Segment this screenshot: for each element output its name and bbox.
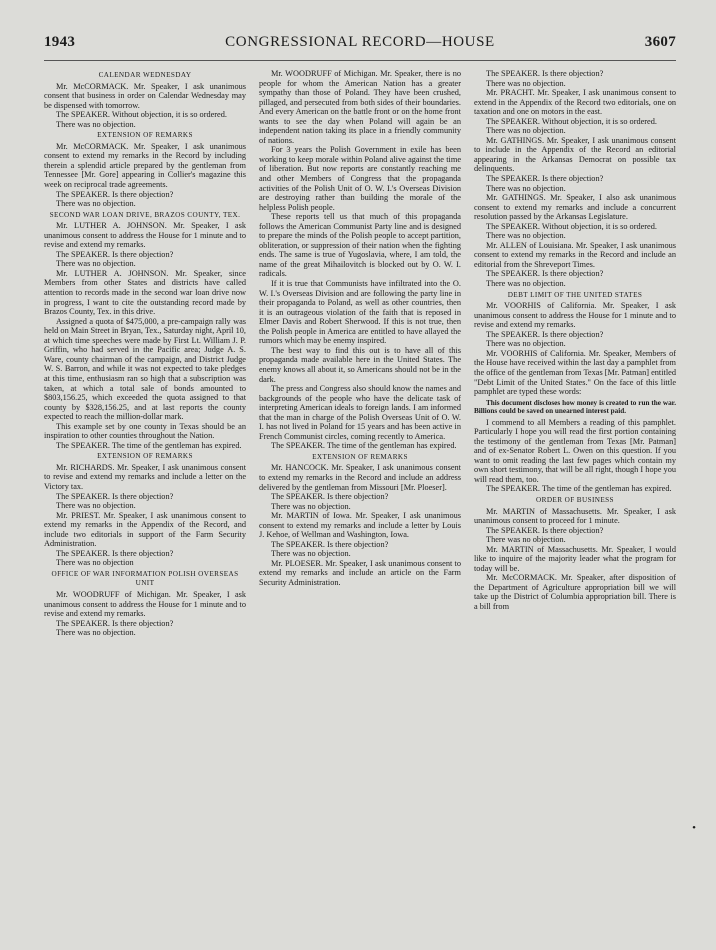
paragraph: The SPEAKER. Without objection, it is so ordered. — [56, 110, 227, 120]
paragraph: The SPEAKER. Is there objection? — [56, 189, 174, 199]
paragraph: There was no objection. — [486, 279, 566, 289]
paragraph: The SPEAKER. The time of the gentleman has expired. — [271, 441, 457, 451]
column-right — [474, 69, 676, 939]
paragraph: The SPEAKER. Without objection, it is so ordered. — [486, 116, 657, 126]
paragraph: Mr. PLOESER. Mr. Speaker, I ask unanimous consent to extend my remarks and include an article on the Farm Security Administration. — [259, 558, 461, 587]
paragraph: There was no objection. — [56, 628, 136, 638]
paragraph: The SPEAKER. Is there objection? — [486, 525, 604, 535]
paragraph: Mr. GATHINGS. Mr. Speaker, I also ask unanimous consent to extend my remarks and include a concurrent resolution passed by the Arkansas Legislature. — [474, 193, 676, 222]
header-year: 1943 — [44, 34, 76, 50]
paragraph: There was no objection — [56, 558, 134, 568]
paragraph: There was no objection. — [56, 119, 136, 129]
margin-mark: • — [692, 822, 696, 834]
paragraph: The SPEAKER. Is there objection? — [486, 174, 604, 184]
paragraph: There was no objection. — [486, 126, 566, 136]
quoted-note: This document discloses how money is created to run the war. Billions could be saved on unearned interest paid. — [474, 398, 676, 416]
paragraph: There was no objection. — [486, 535, 566, 545]
paragraph: There was no objection. — [486, 78, 566, 88]
paragraph: The SPEAKER. Is there objection? — [271, 539, 389, 549]
section-heading: ORDER OF BUSINESS — [536, 495, 614, 504]
paragraph: The best way to find this out is to have all of this propaganda made available here in the United States. The enemy knows all about it, so Americans should not be in the dark. — [259, 345, 461, 384]
paragraph: There was no objection. — [271, 549, 351, 559]
paragraph: The press and Congress also should know the names and backgrounds of the people who have the delicate task of interpreting American ideals to foreign lands. I am informed that the man in charge of the Polish Overseas Unit of O. W. I. has not lived in Poland for 15 years and has been active in French Communist circles, coming recently to America. — [259, 384, 461, 441]
paragraph: Mr. WOODRUFF of Michigan. Mr. Speaker, there is no people for whom the American Nation has a greater sympathy than those of Poland. They have been crushed, pillaged, and persecuted from both sides of their boundaries. And every American on the battle front or on the home front wants to see the day when Poland will again be an independent nation taking its place in a friendly community of nations. — [259, 69, 461, 145]
paragraph: The SPEAKER. The time of the gentleman has expired. — [56, 440, 242, 450]
paragraph: Mr. PRACHT. Mr. Speaker, I ask unanimous consent to extend in the Appendix of the Record two editorials, one on taxation and one on motors in the east. — [474, 88, 676, 117]
paragraph: The SPEAKER. Is there objection? — [56, 491, 174, 501]
paragraph: Mr. VOORHIS of California. Mr. Speaker, I ask unanimous consent to address the House for 1 minute and to revise and extend my remarks. — [474, 301, 676, 330]
section-heading: SECOND WAR LOAN DRIVE, BRAZOS COUNTY, TEX. — [49, 210, 241, 219]
paragraph: Mr. LUTHER A. JOHNSON. Mr. Speaker, since Members from other States and districts have called attention to records made in the second war loan drive now in progress, I want to cite the outstanding record made by Brazos County, Tex. in this drive. — [44, 268, 246, 317]
paragraph: Mr. LUTHER A. JOHNSON. Mr. Speaker, I ask unanimous consent to address the House for 1 minute and to revise and extend my remarks. — [44, 221, 246, 250]
paragraph: There was no objection. — [486, 339, 566, 349]
paragraph: Mr. McCORMACK. Mr. Speaker, I ask unanimous consent to extend my remarks in the Record by including therein a splendid article prepared by the gentleman from Tennessee [Mr. Gore] appearing in Collier's magazine this week on reciprocal trade agreements. — [44, 141, 246, 190]
paragraph: The SPEAKER. The time of the gentleman has expired. — [486, 484, 672, 494]
paragraph: I commend to all Members a reading of this pamphlet. Particularly I hope you will read the first portion containing the testimony of the gentleman from Texas [Mr. Patman] and of ex-Senator Robert L. Owen on this question. If you want to omit reading the last few pages which contain my own short testimony, that will be all right, though I hope you will read them, too. — [474, 417, 676, 484]
section-heading: CALENDAR WEDNESDAY — [98, 71, 192, 79]
paragraph: The SPEAKER. Without objection, it is so ordered. — [486, 221, 657, 231]
paragraph: If it is true that Communists have infiltrated into the O. W. I.'s Overseas Division and are following the party line in their propaganda to Poland, as well as other countries, then it is an outrageous violation of the faith that is reposed in Elmer Davis and Robert Sherwood. If this is not true, then the Polish people in America are entitled to have allayed the rumors which may be enemy inspired. — [259, 279, 461, 346]
paragraph: Mr. McCORMACK. Mr. Speaker, I ask unanimous consent that business in order on Calendar Wednesday may be dispensed with tomorrow. — [44, 81, 246, 110]
paragraph: The SPEAKER. Is there objection? — [56, 618, 174, 628]
paragraph: The SPEAKER. Is there objection? — [486, 329, 604, 339]
paragraph: The SPEAKER. Is there objection? — [486, 269, 604, 279]
column-left — [44, 69, 246, 939]
paragraph: Mr. ALLEN of Louisiana. Mr. Speaker, I ask unanimous consent to extend my remarks in the Record and include an editorial from the Shreveport Times. — [474, 240, 676, 269]
paragraph: There was no objection. — [486, 183, 566, 193]
paragraph: For 3 years the Polish Government in exile has been working to keep morale within Poland alive against the time of liberation. But now reports are constantly reaching me and other Members of Congress that the propaganda activities of the Polish Unit of O. W. I.'s Overseas Division are destroying rather than building the morale of the helpless Polish people. — [259, 145, 461, 212]
paragraph: The SPEAKER. Is there objection? — [271, 492, 389, 502]
paragraph: There was no objection. — [486, 231, 566, 241]
paragraph: These reports tell us that much of this propaganda follows the American Communist Party line and is designed to prepare the minds of the Polish people to accept partition, obliteration, or suppression of their nation when the fighting ends. The same is true of Yugoslavia, where, I am told, the name of the great Mihailovitch is blocked out by O. W. I. radicals. — [259, 212, 461, 279]
section-heading: EXTENSION OF REMARKS — [97, 452, 193, 461]
paragraph: Mr. RICHARDS. Mr. Speaker, I ask unanimous consent to revise and extend my remarks and include a letter on the Victory tax. — [44, 462, 246, 491]
paragraph: Mr. MARTIN of Massachusetts. Mr. Speaker, I would like to inquire of the majority leader what the program for today will be. — [474, 544, 676, 573]
paragraph: Mr. MARTIN of Iowa. Mr. Speaker, I ask unanimous consent to extend my remarks and include a letter by Louis J. Kehoe, of Wellman and Washington, Iowa. — [259, 511, 461, 540]
column-middle — [259, 69, 461, 939]
header-title: CONGRESSIONAL RECORD—HOUSE — [225, 34, 495, 50]
paragraph: Mr. VOORHIS of California. Mr. Speaker, Members of the House have received within the last day a pamphlet from the office of the gentleman from Texas [Mr. Patman] entitled "Debt Limit of the United States." On the face of this little pamphlet are typed these words: — [474, 348, 676, 397]
paragraph: Mr. WOODRUFF of Michigan. Mr. Speaker, I ask unanimous consent to address the House for 1 minute and to revise and extend my remarks. — [44, 589, 246, 619]
paragraph: There was no objection. — [56, 501, 136, 511]
section-heading: EXTENSION OF REMARKS — [97, 131, 193, 140]
paragraph: Mr. GATHINGS. Mr. Speaker, I ask unanimous consent to include in the Appendix of the Record an editorial appearing in the Arkansas Democrat on possible tax delinquents. — [474, 135, 676, 174]
paragraph: There was no objection. — [56, 259, 136, 269]
header-page-number: 3607 — [644, 34, 676, 50]
paragraph: The SPEAKER. Is there objection? — [56, 548, 174, 558]
text-columns — [44, 69, 676, 939]
paragraph: Mr. HANCOCK. Mr. Speaker, I ask unanimous consent to extend my remarks in the Record and include an address delivered by the gentleman from Missouri [Mr. Ploeser]. — [259, 463, 461, 492]
paragraph: This example set by one county in Texas should be an inspiration to other counties throughout the Nation. — [44, 421, 246, 441]
section-heading: DEBT LIMIT OF THE UNITED STATES — [507, 290, 643, 299]
section-heading: OFFICE OF WAR INFORMATION POLISH OVERSEAS UNIT — [51, 569, 239, 588]
section-heading: EXTENSION OF REMARKS — [312, 452, 408, 461]
paragraph: There was no objection. — [271, 501, 351, 511]
paragraph: The SPEAKER. Is there objection? — [56, 249, 174, 259]
paragraph: Mr. MARTIN of Massachusetts. Mr. Speaker, I ask unanimous consent to proceed for 1 minute. — [474, 506, 676, 526]
paragraph: Mr. PRIEST. Mr. Speaker, I ask unanimous consent to extend my remarks in the Appendix of the Record, and include two editorials in support of the Farm Security Administration. — [44, 510, 246, 549]
paragraph: The SPEAKER. Is there objection? — [486, 69, 604, 78]
paragraph: Assigned a quota of $475,000, a pre-campaign rally was held on Main Street in Bryan, Tex., Saturday night, April 10, at which time speeches were made by First Lt. William J. P. Griffin, who had served in the Pacific area; Judge A. S. Ware, county chairman of the campaign, and District Judge W. S. Barron, and while it was not expected to take pledges at this time, enthusiasm ran so high that a subscription was taken, at which a total sale of bonds amounted to $803,156.25, which exceeded the quota assigned to that county by $328,156.25, and at last reports the county expected to reach the million-dollar mark. — [44, 316, 246, 422]
page-header — [44, 34, 676, 61]
paragraph: There was no objection. — [56, 199, 136, 209]
paragraph: Mr. McCORMACK. Mr. Speaker, after disposition of the Department of Agriculture appropriation bill we will take up the District of Columbia appropriation bill. There is a bill from — [474, 573, 676, 611]
